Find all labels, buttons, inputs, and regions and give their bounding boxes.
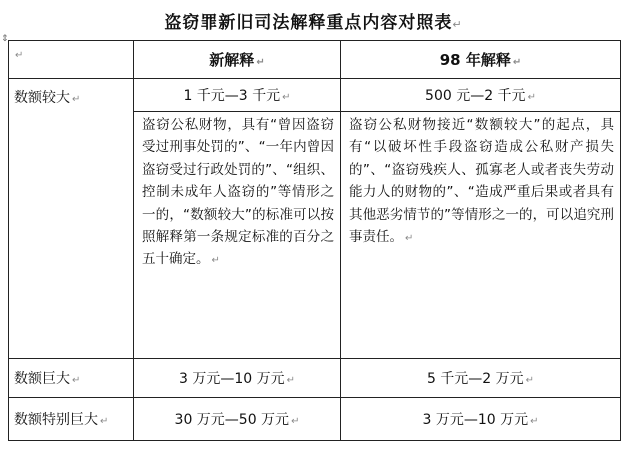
- new-value-cell: 1 千元—3 千元 ↵: [134, 79, 341, 112]
- new-value-cell: 30 万元—50 万元 ↵: [134, 398, 341, 441]
- cell-end-mark-icon: ↵: [512, 57, 522, 68]
- document-title: [0, 8, 627, 33]
- old-value-cell: 3 万元—10 万元 ↵: [341, 398, 621, 441]
- row-label-huge-amount: 数额巨大 ↵: [9, 359, 134, 398]
- cell-end-mark-icon: ↵: [72, 375, 81, 386]
- comparison-table: [8, 40, 621, 441]
- old-value-cell: 5 千元—2 万元 ↵: [341, 359, 621, 398]
- header-empty-cell: [9, 41, 134, 79]
- old-description-cell: 盗窃公私财物接近“数额较大”的起点，具有“以破坏性手段盗窃造成公私财产损失的”、“盗窃残疾人、孤寡老人或者丧失劳动能力人的财物的”、“造成严重后果或者具有其他恶劣情节的”等情形之一的，可以追究刑事责任。 ↵: [341, 112, 621, 359]
- table-row: [9, 398, 621, 441]
- new-value-cell: 3 万元—10 万元 ↵: [134, 359, 341, 398]
- cell-end-mark-icon: ↵: [72, 94, 81, 105]
- cell-end-mark-icon: ↵: [282, 92, 291, 103]
- paragraph-mark-icon: ↵: [452, 18, 463, 31]
- header-98-interpretation: 98 年解释 ↵: [341, 41, 621, 79]
- cell-end-mark-icon: ↵: [530, 416, 539, 427]
- row-label-large-amount: 数额较大 ↵: [9, 79, 134, 359]
- table-row: [9, 359, 621, 398]
- table-move-handle-icon[interactable]: ⇕: [1, 34, 9, 44]
- table-header-row: [9, 41, 621, 79]
- cell-end-mark-icon: ↵: [256, 57, 265, 68]
- table-row: [9, 79, 621, 112]
- cell-end-mark-icon: ↵: [15, 50, 24, 61]
- old-value-cell: 500 元—2 千元 ↵: [341, 79, 621, 112]
- cell-end-mark-icon: ↵: [100, 416, 109, 427]
- cell-end-mark-icon: ↵: [525, 375, 535, 386]
- row-label-especially-huge-amount: 数额特别巨大 ↵: [9, 398, 134, 441]
- cell-end-mark-icon: ↵: [405, 233, 414, 245]
- header-new-interpretation: 新解释 ↵: [134, 41, 341, 79]
- cell-end-mark-icon: ↵: [286, 375, 295, 386]
- cell-end-mark-icon: ↵: [211, 255, 220, 267]
- cell-end-mark-icon: ↵: [291, 416, 300, 427]
- title-text: 盗窃罪新旧司法解释重点内容对照表: [164, 13, 453, 33]
- cell-end-mark-icon: ↵: [527, 92, 536, 103]
- new-description-cell: 盗窃公私财物，具有“曾因盗窃受过刑事处罚的”、“一年内曾因盗窃受过行政处罚的”、“组织、控制未成年人盗窃的”等情形之一的，“数额较大”的标准可以按照解释第一条规定标准的百分之五十确定。 ↵: [134, 112, 341, 359]
